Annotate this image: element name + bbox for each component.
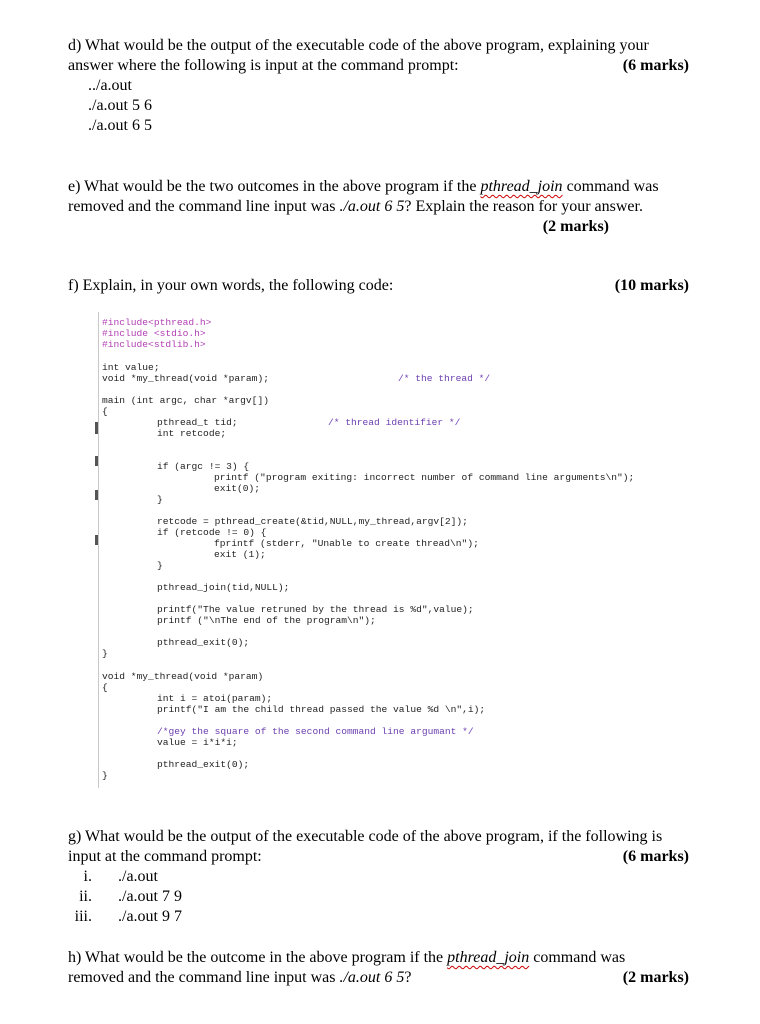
question-d-marks: (6 marks) (622, 57, 689, 74)
code-line-15: if (retcode != 0) { (157, 527, 267, 538)
code-line-12: exit(0); (214, 483, 261, 494)
code-line-22: pthread_exit(0); (157, 637, 250, 648)
code-line-31: } (102, 770, 108, 781)
question-g-line2: input at the command prompt: (68, 848, 262, 865)
question-e-line2-cmd: ./a.out 6 5 (339, 198, 405, 215)
code-line-5-comment: /* the thread */ (398, 373, 491, 384)
question-g-item-2 (68, 887, 693, 907)
question-e (68, 177, 693, 237)
code-line-16: fprintf (stderr, "Unable to create thread\n"); (214, 538, 479, 549)
question-e-line2-pre: removed and the command line input was (68, 198, 340, 215)
question-g-item-1 (68, 867, 693, 887)
gutter-marker (95, 456, 98, 466)
question-g-item-3-cmd: ./a.out 9 7 (118, 908, 182, 925)
code-line-27: printf("I am the child thread passed the value %d \n",i); (157, 704, 486, 715)
question-d-line1: d) What would be the output of the executable code of the above program, explaining your (68, 37, 649, 54)
question-h-line1-cmd: pthread_join (447, 949, 530, 966)
question-g-item-1-cmd: ./a.out (118, 868, 158, 885)
question-e-marks: (2 marks) (542, 218, 609, 235)
question-h-line1-pre: h) What would be the outcome in the above program if the (68, 949, 448, 966)
code-line-20: printf("The value retruned by the thread is %d",value); (157, 604, 474, 615)
question-g (68, 827, 693, 927)
question-d-line2: answer where the following is input at the command prompt: (68, 57, 459, 74)
question-h (68, 948, 693, 988)
question-d-cmd-3: ./a.out 6 5 (88, 117, 152, 134)
question-g-marks: (6 marks) (622, 848, 689, 865)
code-line-24: void *my_thread(void *param) (102, 671, 264, 682)
code-line-6: main (int argc, char *argv[]) (102, 395, 269, 406)
question-h-line1-post: command was (529, 949, 626, 966)
question-e-line1-post: command was (562, 178, 659, 195)
question-e-line1-pre: e) What would be the two outcomes in the above program if the (68, 178, 481, 195)
gutter-marker (95, 422, 98, 434)
question-e-line2-post: ? Explain the reason for your answer. (404, 198, 643, 215)
code-line-3: #include<stdlib.h> (102, 339, 206, 350)
question-g-line1: g) What would be the output of the executable code of the above program, if the following is (68, 828, 663, 845)
question-d-cmd-1: ../a.out (88, 77, 132, 94)
question-f-marks: (10 marks) (614, 277, 689, 294)
code-line-8-comment: /* thread identifier */ (328, 417, 461, 428)
question-g-item-2-num: ii. (79, 888, 92, 905)
code-line-25: { (102, 682, 108, 693)
question-e-line1-cmd: pthread_join (480, 178, 563, 195)
code-line-4: int value; (102, 362, 160, 373)
code-line-9: int retcode; (157, 428, 227, 439)
code-line-5: void *my_thread(void *param); (102, 373, 269, 384)
code-line-29: value = i*i*i; (157, 737, 238, 748)
question-g-item-2-cmd: ./a.out 7 9 (118, 888, 182, 905)
code-line-26: int i = atoi(param); (157, 693, 273, 704)
code-line-1: #include<pthread.h> (102, 317, 212, 328)
code-listing (94, 312, 734, 788)
question-f-text: f) Explain, in your own words, the following code: (68, 277, 394, 294)
code-line-2: #include <stdio.h> (102, 328, 206, 339)
code-line-23: } (102, 648, 108, 659)
code-line-7: { (102, 406, 108, 417)
question-f (68, 276, 693, 296)
code-line-17: exit (1); (214, 549, 266, 560)
question-h-line2-cmd: ./a.out 6 5 (339, 969, 405, 986)
code-line-13: } (157, 494, 163, 505)
question-g-item-3 (68, 907, 693, 927)
code-line-14: retcode = pthread_create(&tid,NULL,my_thread,argv[2]); (157, 516, 468, 527)
question-h-line2-post: ? (404, 969, 412, 986)
gutter-marker (95, 490, 98, 500)
code-gutter (98, 312, 99, 788)
code-line-11: printf ("program exiting: incorrect number of command line arguments\n"); (214, 472, 635, 483)
code-line-19: pthread_join(tid,NULL); (157, 582, 290, 593)
code-line-18: } (157, 560, 163, 571)
code-line-30: pthread_exit(0); (157, 759, 250, 770)
gutter-marker (95, 535, 98, 545)
question-g-item-3-num: iii. (74, 908, 92, 925)
question-d-cmd-2: ./a.out 5 6 (88, 97, 152, 114)
question-h-line2-pre: removed and the command line input was (68, 969, 340, 986)
code-line-21: printf ("\nThe end of the program\n"); (157, 615, 376, 626)
question-d (68, 36, 693, 136)
code-line-28: /*gey the square of the second command line argumant */ (157, 726, 474, 737)
code-line-8: pthread_t tid; (157, 417, 238, 428)
question-h-marks: (2 marks) (622, 969, 689, 986)
question-g-item-1-num: i. (83, 868, 92, 885)
code-line-10: if (argc != 3) { (157, 461, 250, 472)
